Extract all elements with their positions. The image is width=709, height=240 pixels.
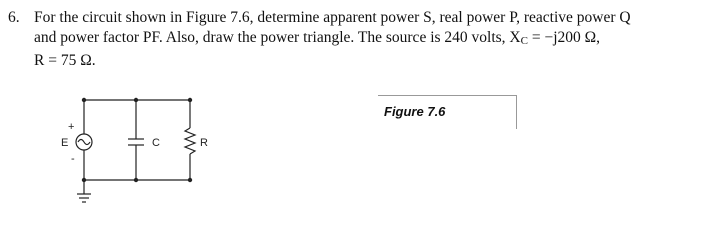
plus-sign: + [68,121,75,133]
junction-dot [134,178,138,182]
resistor-zigzag [185,128,195,154]
problem-line-3: R = 75 Ω. [34,52,96,69]
junction-dot [82,98,86,102]
problem-line-2 [34,28,694,51]
junction-dot [188,98,192,102]
resistor-label: R [200,137,208,149]
problem-line-2-suffix: = −j200 Ω, [527,29,601,46]
problem-line-2-prefix: and power factor PF. Also, draw the power triangle. The source is 240 volts, X [34,29,521,46]
ground-icon [77,194,91,202]
junction-dot [82,178,86,182]
figure-caption-frame [378,95,517,129]
minus-sign: - [71,153,75,165]
problem-text [34,8,694,71]
circuit-diagram [48,92,218,212]
reactance-subscript: C [520,35,528,47]
figure-caption: Figure 7.6 [384,104,446,119]
problem-number: 6. [8,9,20,26]
source-label: E [61,137,69,149]
capacitor-label: C [152,137,160,149]
junction-dot [188,178,192,182]
junction-dot [134,98,138,102]
problem-line-1: For the circuit shown in Figure 7.6, determine apparent power S, real power P, reactive power Q [34,9,631,26]
